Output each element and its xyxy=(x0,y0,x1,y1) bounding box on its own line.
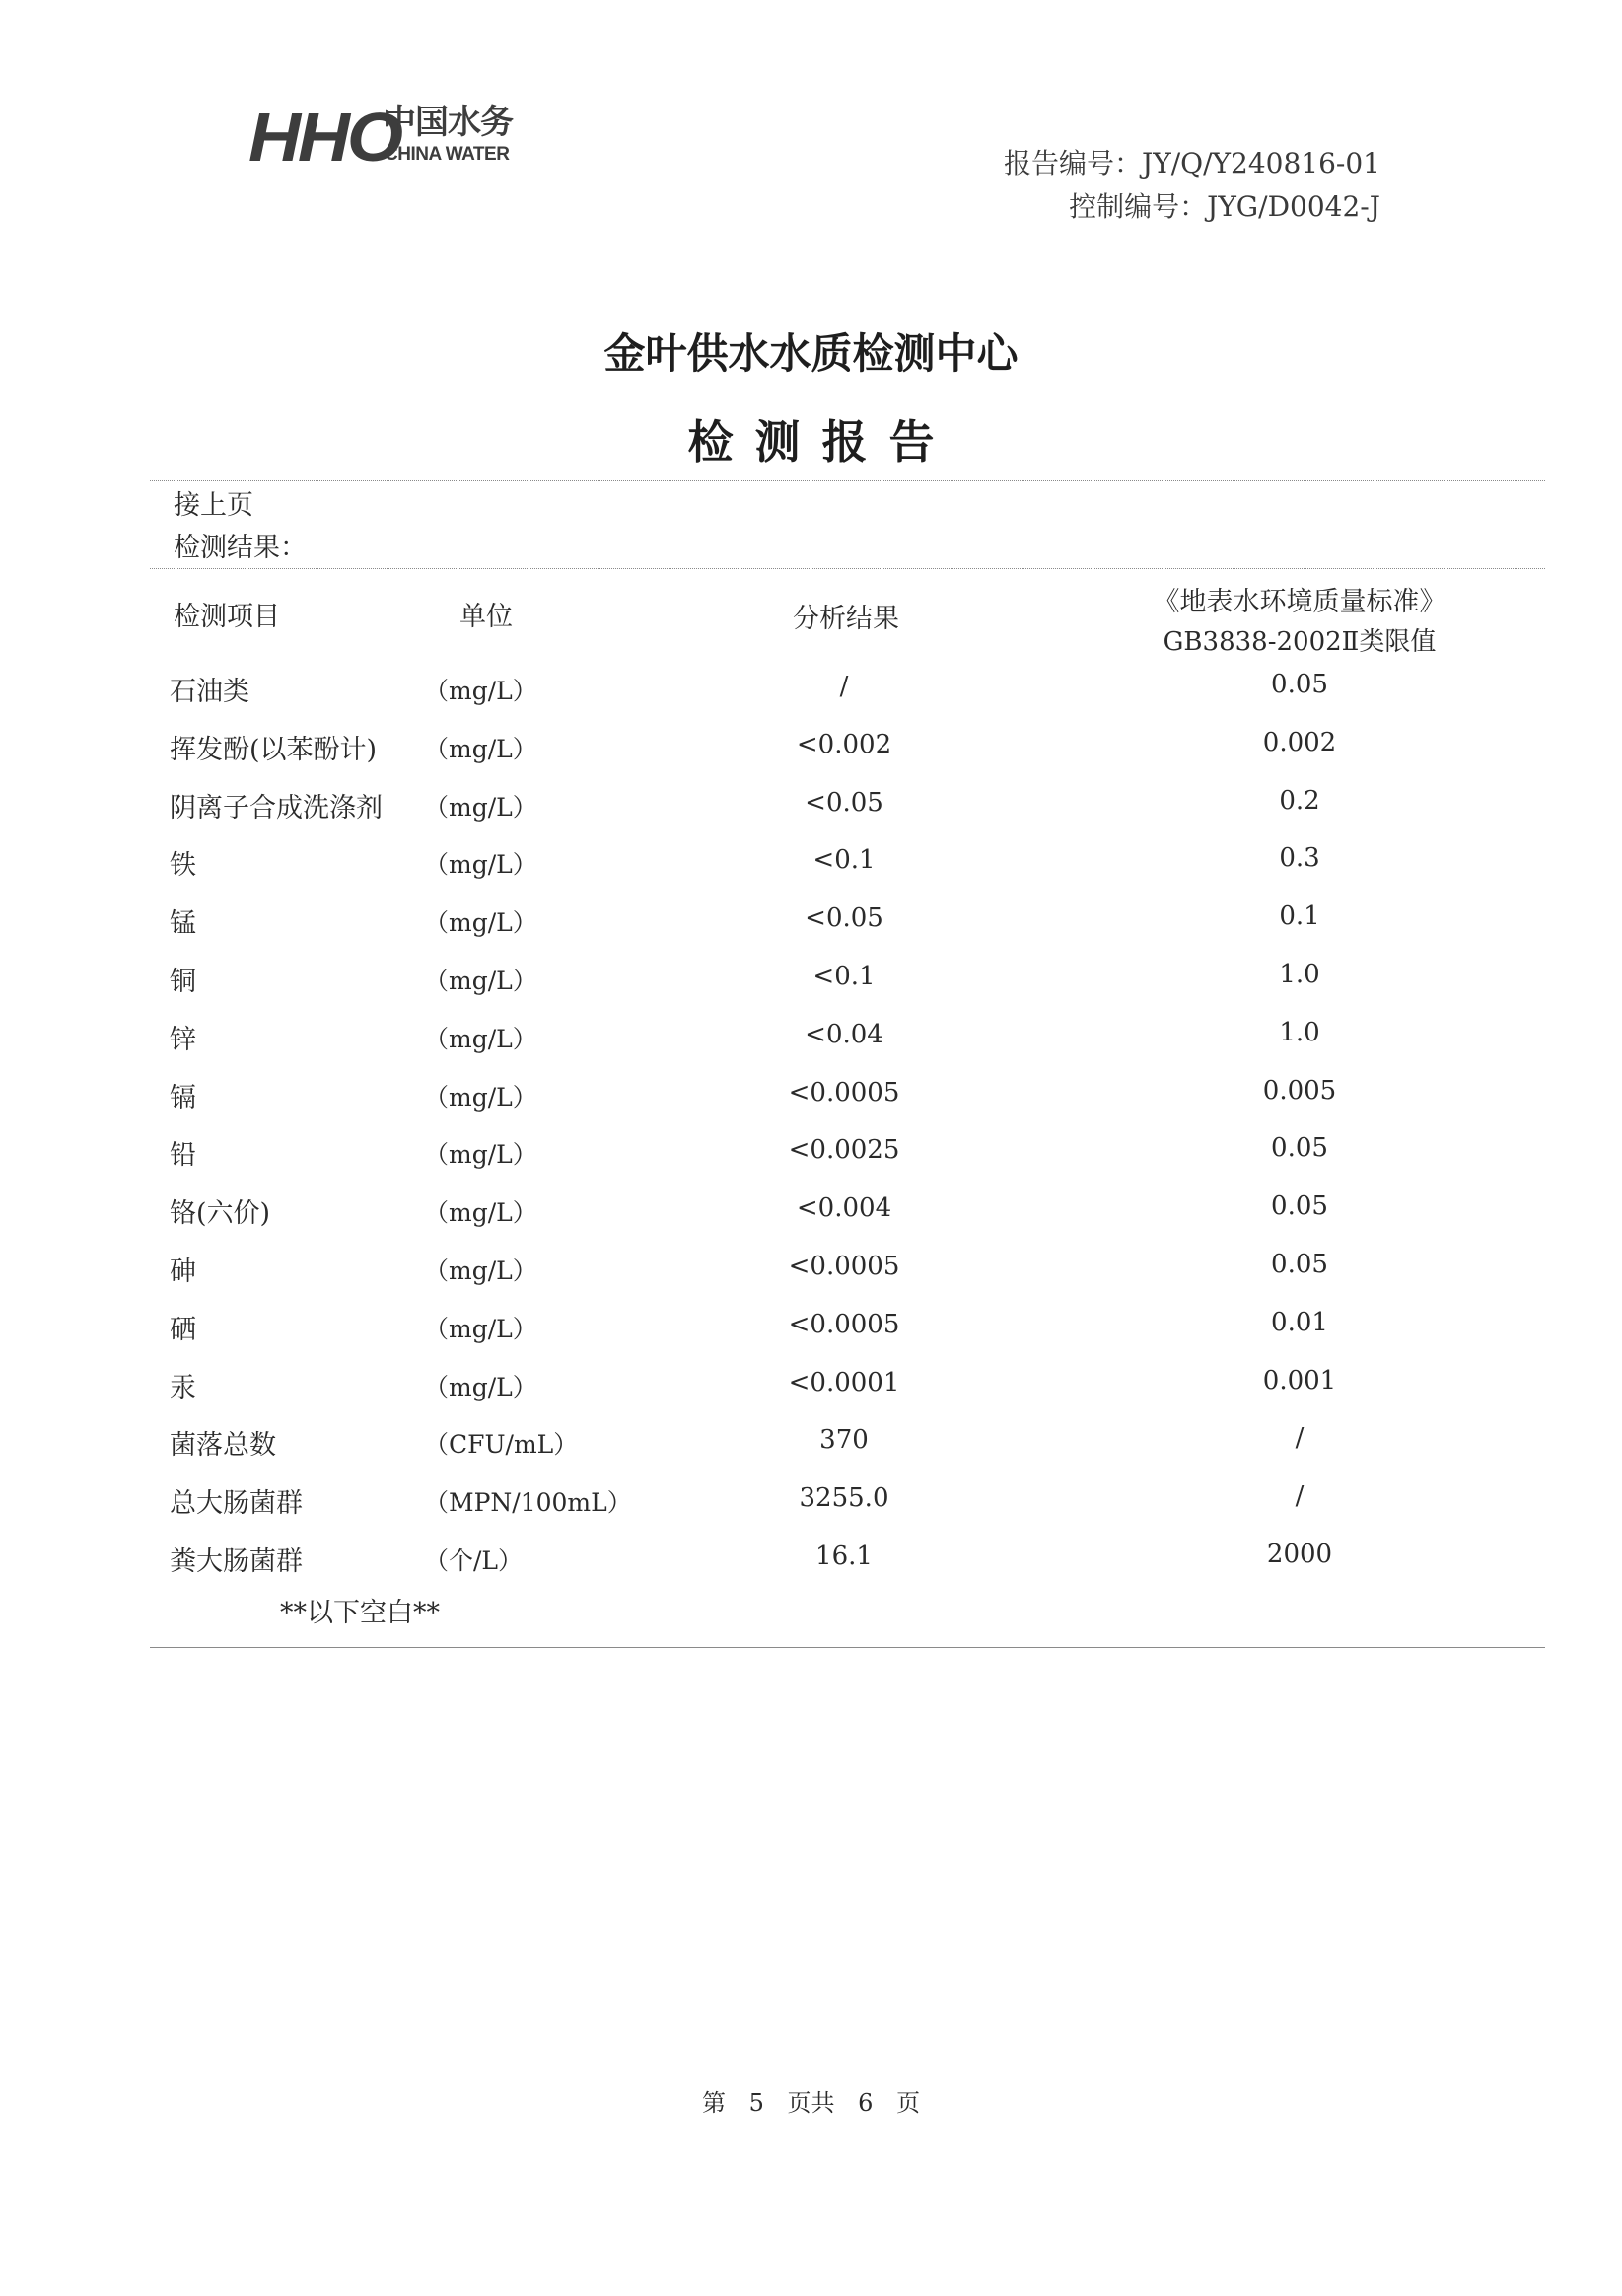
column-header-standard-code: GB3838-2002Ⅱ类限值 xyxy=(1163,627,1437,657)
divider-top xyxy=(150,480,1545,481)
row-item: 锰 xyxy=(170,908,196,939)
divider-bottom xyxy=(150,1647,1545,1648)
row-result: <0.1 xyxy=(812,962,876,991)
row-item: 铜 xyxy=(170,967,196,997)
column-header-unit: 单位 xyxy=(459,602,513,632)
row-result: <0.05 xyxy=(805,903,883,933)
row-item: 石油类 xyxy=(170,677,249,707)
company-logo xyxy=(248,101,544,178)
row-item: 挥发酚(以苯酚计) xyxy=(170,735,378,765)
page-footer xyxy=(0,2083,1622,2117)
footer-word-yegong: 页共 xyxy=(787,2089,835,2117)
row-unit: （CFU/mL） xyxy=(424,1430,579,1459)
row-item: 铬(六价) xyxy=(170,1198,271,1229)
row-item: 铅 xyxy=(170,1140,196,1171)
row-result: 3255.0 xyxy=(799,1483,889,1513)
table-row xyxy=(0,1076,1622,1115)
row-limit: 0.002 xyxy=(1262,728,1337,757)
row-item: 锌 xyxy=(170,1025,196,1055)
row-item: 汞 xyxy=(170,1373,196,1403)
footer-page-number: 5 xyxy=(748,2089,764,2117)
continued-label: 接上页 xyxy=(174,490,253,521)
report-number: 报告编号：JY/Q/Y240816-01 xyxy=(1004,147,1380,179)
row-limit: 0.05 xyxy=(1271,1133,1328,1163)
table-row xyxy=(0,901,1622,941)
control-number: 控制编号：JYG/D0042-J xyxy=(1069,190,1380,223)
row-limit: 2000 xyxy=(1266,1540,1333,1569)
table-row xyxy=(0,1018,1622,1057)
column-header-standard: 《地表水环境质量标准》 xyxy=(1153,587,1446,617)
row-limit: 0.005 xyxy=(1262,1076,1337,1106)
row-unit: （mg/L） xyxy=(424,1025,537,1053)
row-result: <0.002 xyxy=(796,730,892,759)
row-unit: （mg/L） xyxy=(424,735,537,763)
table-row xyxy=(0,786,1622,825)
logo-name-cn: 中国水务 xyxy=(383,103,513,142)
row-item: 铁 xyxy=(170,850,196,881)
row-result: 370 xyxy=(819,1425,869,1455)
column-header-item: 检测项目 xyxy=(174,602,280,632)
row-item: 阴离子合成洗涤剂 xyxy=(170,793,383,824)
table-row xyxy=(0,1423,1622,1463)
row-item: 总大肠菌群 xyxy=(170,1488,303,1519)
table-row xyxy=(0,1191,1622,1231)
row-limit: 0.01 xyxy=(1271,1308,1328,1337)
row-limit: 0.3 xyxy=(1279,843,1320,873)
row-unit: （mg/L） xyxy=(424,908,537,937)
row-result: <0.0025 xyxy=(788,1135,900,1165)
row-item: 镉 xyxy=(170,1083,196,1113)
row-limit: / xyxy=(1295,1423,1305,1453)
row-limit: 0.1 xyxy=(1279,901,1320,931)
row-limit: 0.05 xyxy=(1271,670,1328,699)
row-result: <0.004 xyxy=(796,1193,892,1223)
row-limit: 0.05 xyxy=(1271,1191,1328,1221)
row-limit: 1.0 xyxy=(1279,960,1320,989)
row-limit: 0.05 xyxy=(1271,1250,1328,1279)
footer-page-total: 6 xyxy=(858,2089,874,2117)
footer-word-di: 第 xyxy=(701,2089,726,2117)
column-header-result: 分析结果 xyxy=(793,604,899,634)
row-item: 粪大肠菌群 xyxy=(170,1546,303,1577)
row-unit: （mg/L） xyxy=(424,1198,537,1227)
blank-note: **以下空白** xyxy=(280,1598,440,1628)
row-unit: （mg/L） xyxy=(424,1373,537,1401)
center-name: 金叶供水水质检测中心 xyxy=(603,329,1019,378)
row-result: <0.0001 xyxy=(788,1368,900,1398)
row-item: 硒 xyxy=(170,1315,196,1345)
results-label: 检测结果： xyxy=(174,533,307,563)
row-result: <0.04 xyxy=(805,1020,883,1049)
row-unit: （MPN/100mL） xyxy=(424,1488,632,1517)
divider-results xyxy=(150,568,1545,569)
row-result: / xyxy=(839,672,849,701)
row-unit: （mg/L） xyxy=(424,967,537,995)
row-unit: （mg/L） xyxy=(424,1140,537,1169)
table-row xyxy=(0,960,1622,999)
row-unit: （mg/L） xyxy=(424,1315,537,1343)
table-row xyxy=(0,728,1622,767)
table-row xyxy=(0,1366,1622,1405)
table-row xyxy=(0,670,1622,709)
table-row xyxy=(0,1540,1622,1579)
row-result: <0.0005 xyxy=(788,1252,900,1281)
logo-brand: HHO xyxy=(248,99,400,176)
row-limit: 0.2 xyxy=(1279,786,1320,816)
row-result: <0.0005 xyxy=(788,1310,900,1339)
row-result: <0.05 xyxy=(805,788,883,818)
row-result: <0.1 xyxy=(812,845,876,875)
row-unit: （个/L） xyxy=(424,1546,524,1575)
row-limit: 1.0 xyxy=(1279,1018,1320,1047)
row-unit: （mg/L） xyxy=(424,793,537,822)
row-item: 菌落总数 xyxy=(170,1430,276,1461)
row-unit: （mg/L） xyxy=(424,1256,537,1285)
table-row xyxy=(0,843,1622,883)
row-unit: （mg/L） xyxy=(424,850,537,879)
footer-word-ye: 页 xyxy=(896,2089,921,2117)
row-unit: （mg/L） xyxy=(424,677,537,705)
table-row xyxy=(0,1133,1622,1173)
logo-name-en: CHINA WATER xyxy=(385,144,510,165)
row-item: 砷 xyxy=(170,1256,196,1287)
table-row xyxy=(0,1308,1622,1347)
row-limit: / xyxy=(1295,1481,1305,1511)
row-result: <0.0005 xyxy=(788,1078,900,1108)
row-result: 16.1 xyxy=(815,1542,873,1571)
document-title: 检测报告 xyxy=(687,415,956,468)
row-limit: 0.001 xyxy=(1262,1366,1337,1396)
row-unit: （mg/L） xyxy=(424,1083,537,1112)
table-row xyxy=(0,1481,1622,1521)
table-row xyxy=(0,1250,1622,1289)
